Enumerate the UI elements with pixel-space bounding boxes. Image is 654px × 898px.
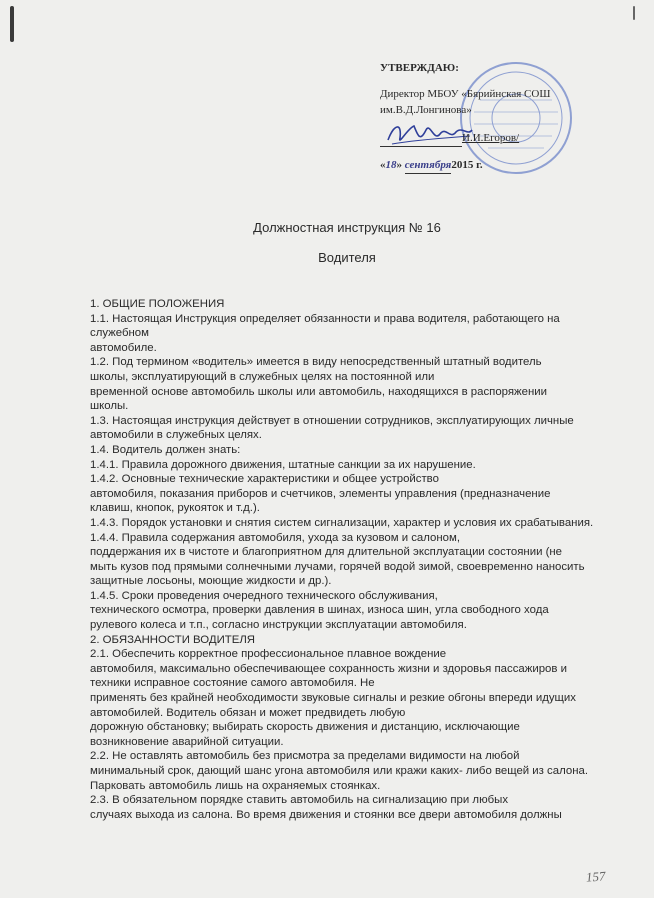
text-line: применять без крайней необходимости звуковые сигналы и резкие обгоны впереди идущих [90,692,576,705]
text-line: рулевого колеса и т.п., согласно инструкции эксплуатации автомобиля. [90,619,467,632]
text-line: Парковать автомобиль лишь на охраняемых стоянках. [90,779,381,792]
text-line: 1.4.5. Сроки проведения очередного технического обслуживания, [90,589,438,602]
document-title: Должностная инструкция № 16 [253,220,441,235]
text-line: служебном [90,327,149,340]
text-line: поддержания их в чистоте и благоприятном для длительной эксплуатации состоянии (не [90,546,563,559]
text-line: 2.3. В обязательном порядке ставить автомобиль на сигнализацию при любых [90,794,509,807]
text-line: автомобилей. Водитель обязан и может предвидеть любую [90,706,406,719]
approval-position-line1: Директор МБОУ «Бярийнская СОШ [380,88,551,100]
text-line: автомобили в служебных целях. [90,429,262,442]
text-line: 1.4.3. Порядок установки и снятия систем сигнализации, характер и условия их срабатывания. [90,516,594,529]
document-body [90,297,630,822]
text-line: школы, эксплуатирующий в служебных целях на постоянной или [90,370,435,383]
text-line: технического осмотра, проверки давления в шинах, износа шин, угла свободного хода [90,604,549,617]
approval-date-day: 18 [385,159,397,171]
approval-block [380,60,640,174]
text-line: клавиш, кнопок, рукояток и т.д.). [90,502,260,515]
text-line: 1.4.1. Правила дорожного движения, штатные санкции за их нарушение. [90,458,476,471]
text-line: 1.1. Настоящая Инструкция определяет обязанности и права водителя, работающего на [90,312,560,325]
document-subtitle: Водителя [318,250,376,265]
approval-date-year: 2015 г. [451,159,483,171]
text-line: возникновение аварийной ситуации. [90,735,284,748]
text-line: 2.2. Не оставлять автомобиль без присмотра за пределами видимости на любой [90,750,520,763]
approval-date: «18» сентября2015 г. [380,157,640,174]
approval-signer: И.И.Егоров/ [462,132,520,144]
text-line: автомобиля, показания приборов и счетчиков, элементы управления (предназначение [90,487,551,500]
approval-date-month: сентября [405,157,452,174]
text-line: 1.4.4. Правила содержания автомобиля, ухода за кузовом и салоном, [90,531,460,544]
scan-artifact [633,6,635,20]
text-line: 1.4. Водитель должен знать: [90,443,241,456]
text-line: 1.2. Под термином «водитель» имеется в виду непосредственный штатный водитель [90,356,542,369]
text-line: автомобиля, максимально обеспечивающее сохранность жизни и здоровья пассажиров и [90,662,567,675]
approval-header: УТВЕРЖДАЮ: [380,62,459,74]
text-line: временной основе автомобиль школы или автомобиль, находящихся в распоряжении [90,385,548,398]
text-line: школы. [90,400,129,413]
page-number: 157 [585,868,606,885]
text-line: автомобиле. [90,341,157,354]
text-line: 1. ОБЩИЕ ПОЛОЖЕНИЯ [90,298,225,310]
text-line: 2.1. Обеспечить корректное профессиональное плавное вождение [90,648,447,661]
text-line: 1.4.2. Основные технические характеристики и общее устройство [90,473,439,486]
approval-position-line2: им.В.Д.Лонгинова» [380,104,472,116]
text-line: случаях выхода из салона. Во время движения и стоянки все двери автомобиля должны [90,808,562,821]
text-line: минимальный срок, дающий шанс угона автомобиля или кражи каких- либо вещей из салона. [90,765,588,777]
scan-artifact [10,6,14,42]
text-line: техники исправное состояние самого автомобиля. Не [90,677,375,690]
text-line: 1.3. Настоящая инструкция действует в отношении сотрудников, эксплуатирующих личные [90,414,574,427]
text-line: мыть кузов под прямыми солнечными лучами, горячей водой зимой, своевременно наносить [90,560,585,573]
section-heading: 2. ОБЯЗАННОСТИ ВОДИТЕЛЯ [90,633,256,646]
text-line: дорожную обстановку; выбирать скорость движения и дистанцию, исключающие [90,721,520,734]
text-line: защитные лосьоны, моющие жидкости и др.). [90,575,332,588]
